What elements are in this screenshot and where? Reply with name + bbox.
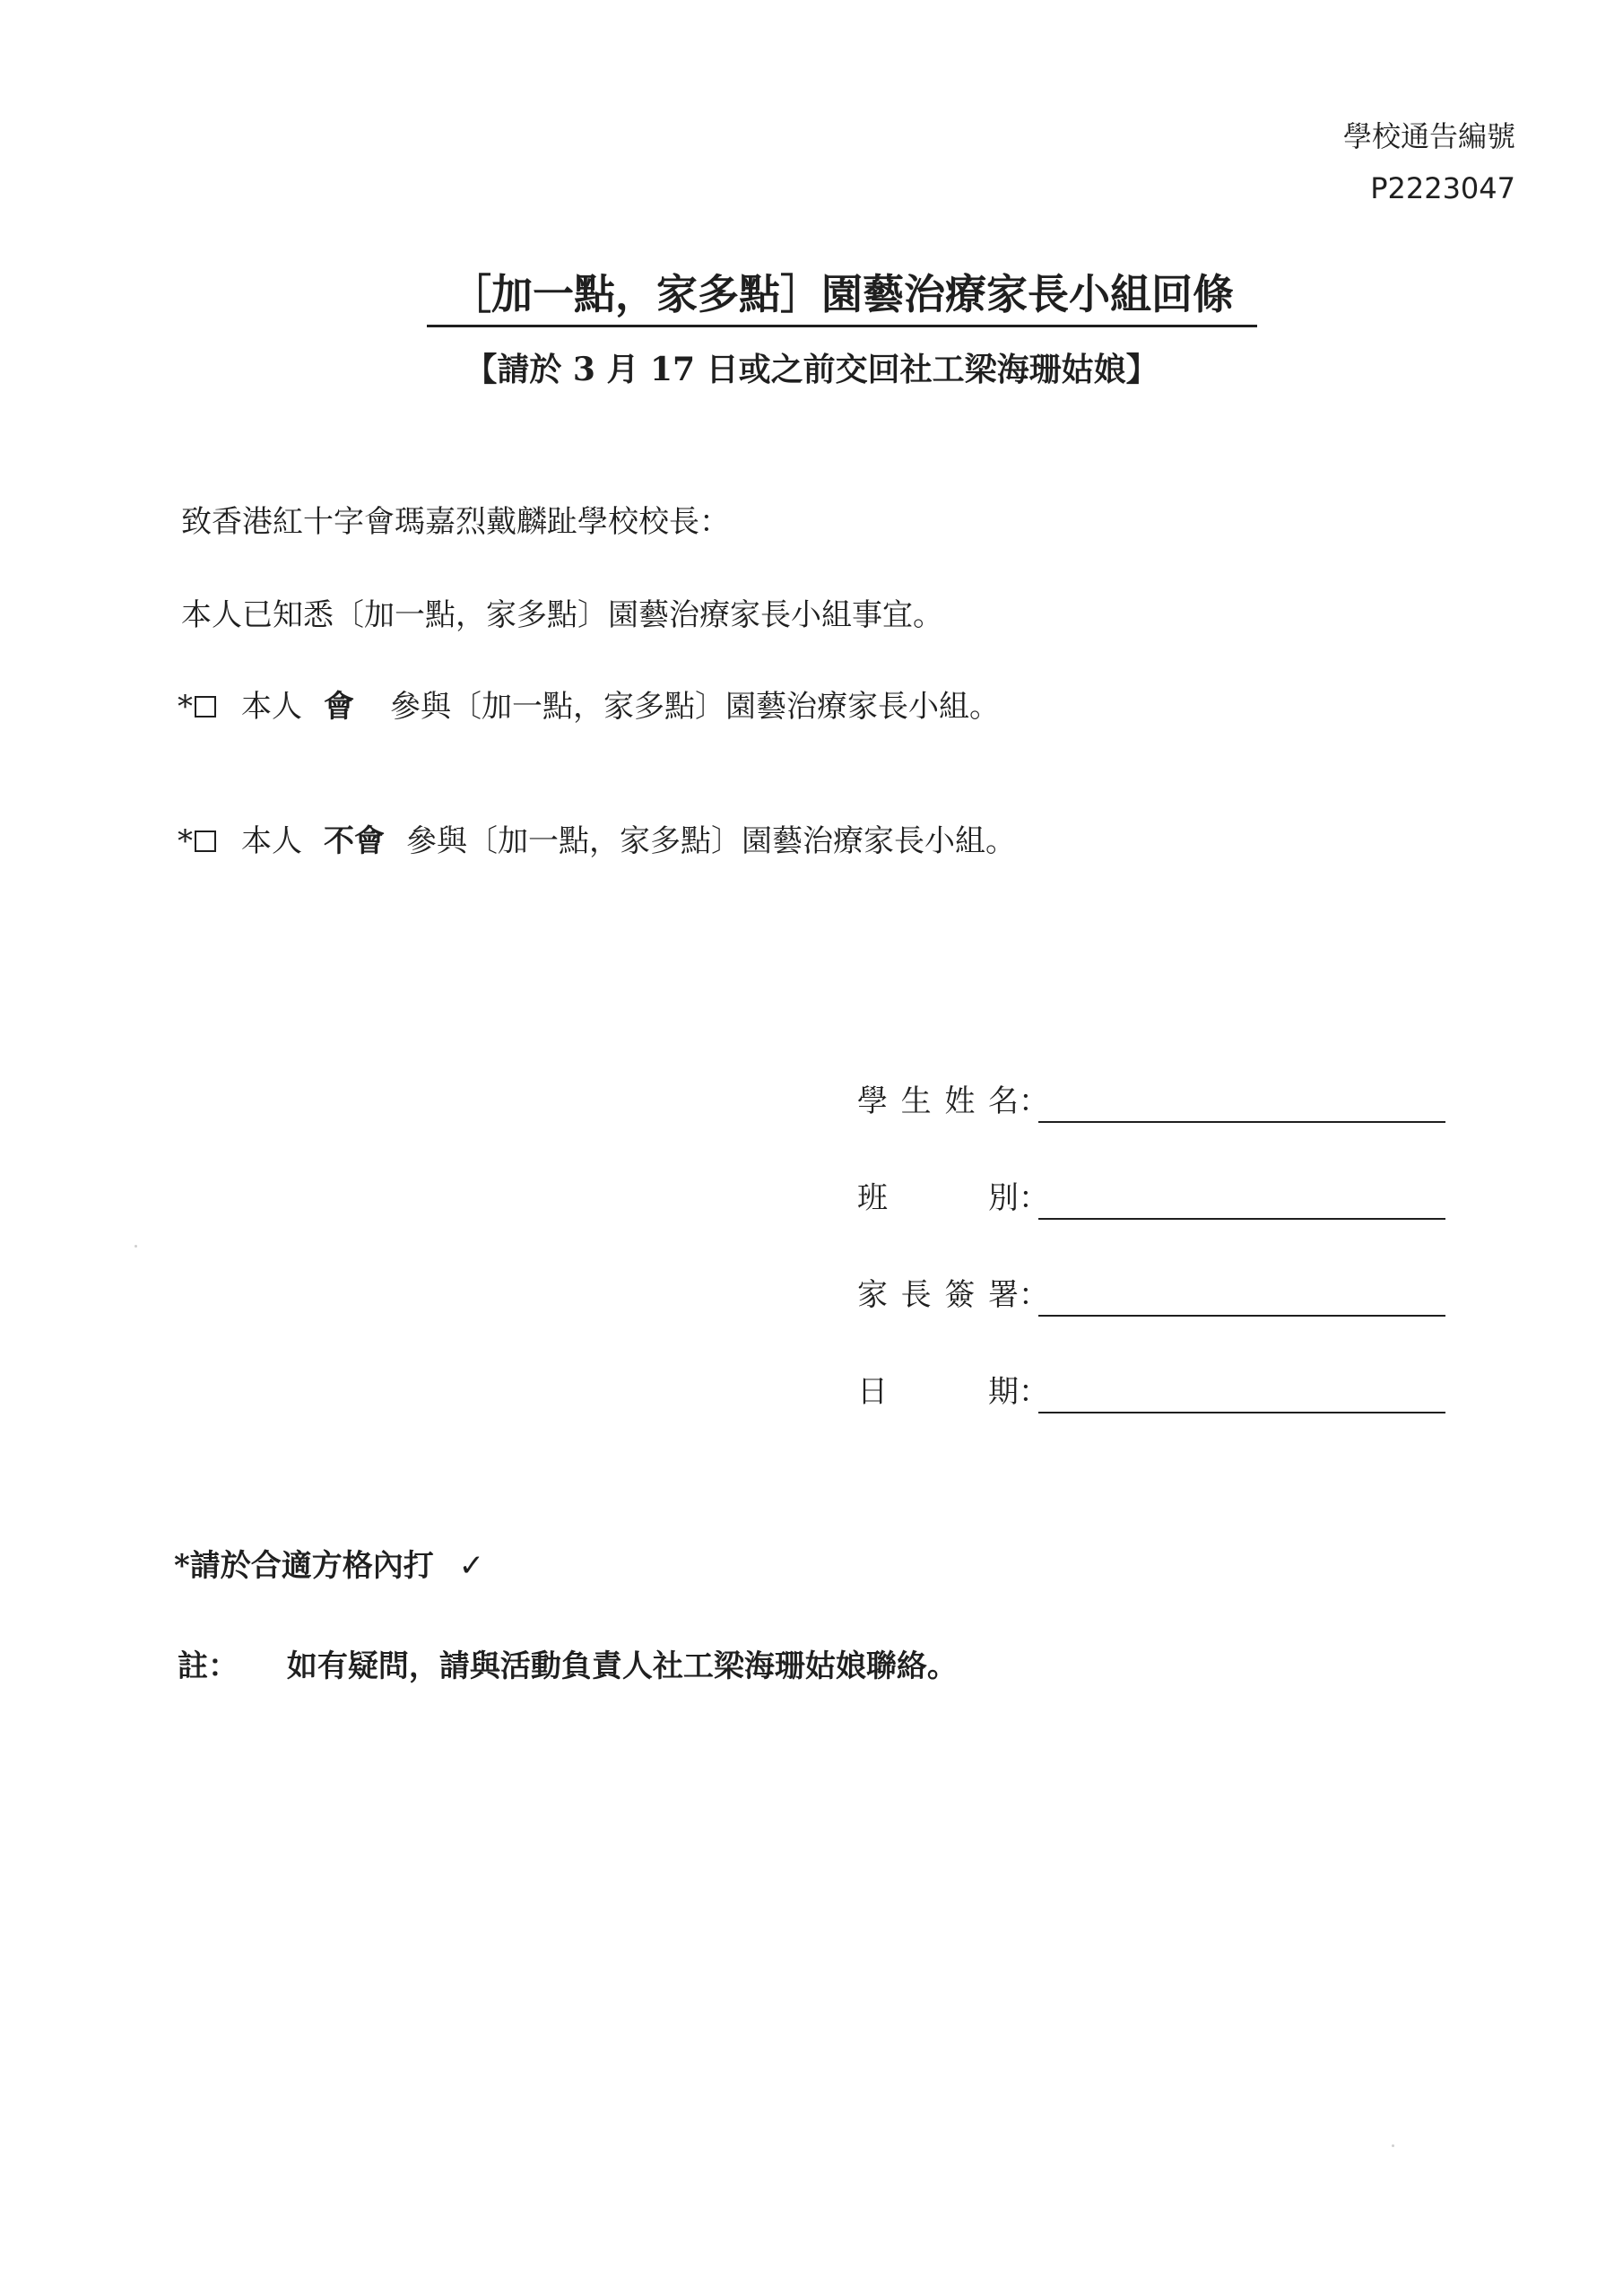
attend-checkbox[interactable]: [195, 696, 216, 718]
field-colon: ：: [1019, 1374, 1049, 1410]
attendance-option-no: [178, 822, 1016, 861]
student-name-row: [857, 1082, 1449, 1178]
field-colon: ：: [1019, 1180, 1049, 1216]
option-asterisk: *: [178, 689, 193, 725]
date-field[interactable]: [1038, 1376, 1445, 1413]
option-activity-text: 參與〔加一點，家多點〕園藝治療家長小組。: [390, 689, 1000, 725]
scan-speck: [1392, 2144, 1394, 2147]
document-title: ［加一點，家多點］園藝治療家長小組回條: [427, 268, 1257, 327]
note-text: 如有疑問，請與活動負責人社工梁海珊姑娘聯絡。: [286, 1648, 958, 1684]
will-not-attend-text: 不會: [324, 823, 385, 859]
check-mark-icon: ✓: [458, 1548, 485, 1584]
contact-note: [178, 1647, 958, 1686]
field-colon: ：: [1019, 1277, 1049, 1313]
note-label: 註：: [178, 1648, 239, 1684]
will-attend-text: 會: [324, 689, 354, 725]
return-deadline-notice: 【請於 3 月 17 日或之前交回社工梁海珊姑娘】: [464, 351, 1159, 388]
student-parent-details: [857, 1082, 1449, 1469]
class-field[interactable]: [1038, 1182, 1445, 1220]
checkbox-instruction-text: *請於合適方格內打: [174, 1548, 434, 1584]
class-label: 班 別: [857, 1180, 1019, 1216]
checkbox-instruction: [174, 1546, 484, 1586]
parent-signature-label: 家長簽署: [857, 1277, 1019, 1313]
attendance-option-yes: [178, 687, 1000, 726]
school-notice-number-label: 學校通告編號: [1342, 119, 1515, 153]
not-attend-checkbox[interactable]: [195, 831, 216, 852]
date-row: [857, 1372, 1449, 1469]
student-name-label: 學生姓名: [857, 1083, 1019, 1119]
option-asterisk: *: [178, 823, 193, 859]
option-subject: 本人: [241, 689, 302, 725]
field-colon: ：: [1019, 1083, 1049, 1119]
parent-signature-row: [857, 1275, 1449, 1372]
acknowledgement-statement: 本人已知悉〔加一點，家多點〕園藝治療家長小組事宜。: [181, 597, 943, 633]
date-label: 日 期: [857, 1374, 1019, 1410]
school-notice-number: P2223047: [1370, 171, 1515, 205]
parent-signature-field[interactable]: [1038, 1279, 1445, 1317]
class-row: [857, 1178, 1449, 1275]
student-name-field[interactable]: [1038, 1085, 1445, 1123]
salutation: 致香港紅十字會瑪嘉烈戴麟趾學校校長：: [181, 504, 730, 540]
option-subject: 本人: [241, 823, 302, 859]
option-activity-text: 參與〔加一點，家多點〕園藝治療家長小組。: [406, 823, 1016, 859]
scan-speck: [135, 1245, 137, 1248]
